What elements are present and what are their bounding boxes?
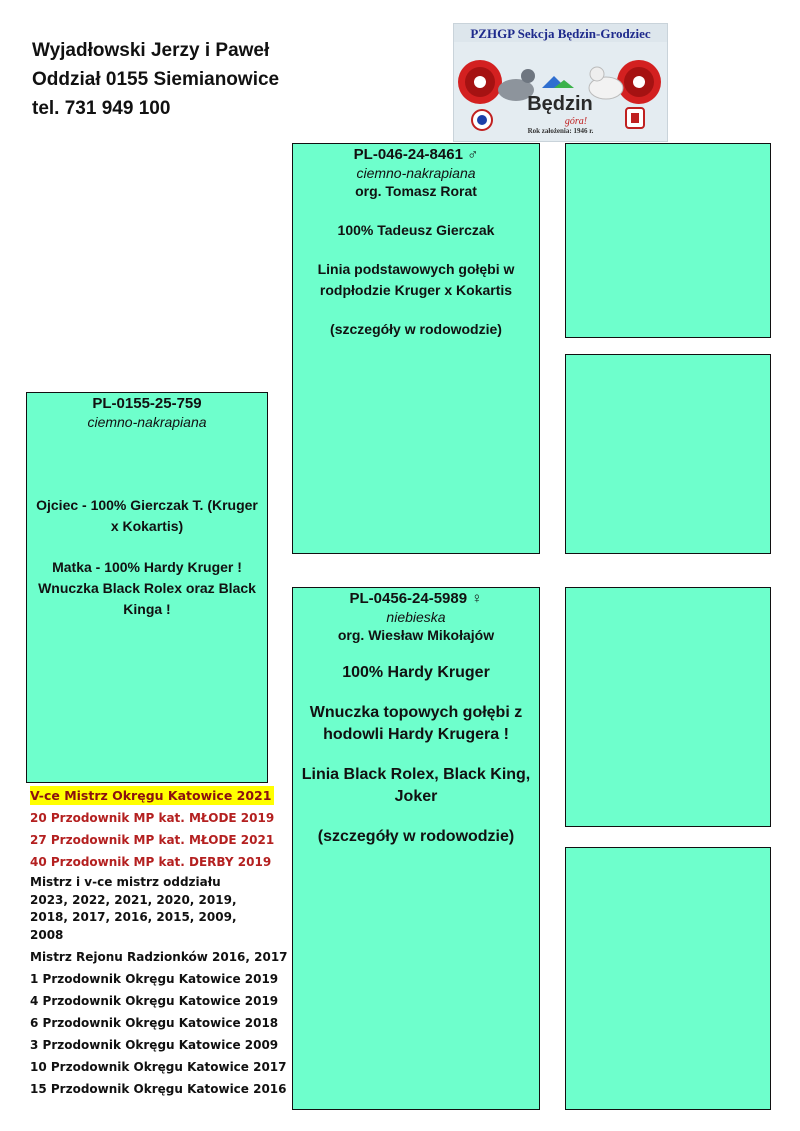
mother-ring: PL-0456-24-5989 ♀	[349, 590, 483, 607]
logo-founded: Rok założenia: 1946 r.	[527, 127, 594, 135]
grandparent-box-4	[565, 847, 771, 1110]
mother-line-4: (szczegóły w rodowodzie)	[317, 828, 515, 845]
club-championships: Mistrz i v-ce mistrz oddziału 2023, 2022, 2021, 2020, 2019, 2018, 2017, 2016, 2015, 2009, 2008	[30, 875, 237, 942]
mother-line-2: Wnuczka topowych gołębi z hodowli Hardy Krugera !	[309, 704, 523, 743]
mother-line-1: 100% Hardy Kruger	[342, 664, 490, 681]
club-logo	[453, 23, 668, 142]
main-color: ciemno-nakrapiana	[87, 414, 207, 430]
achievement-item: 10 Przodownik Okręgu Katowice 2017	[30, 1060, 287, 1074]
red-achievement: 20 Przodownik MP kat. MŁODE 2019	[30, 811, 275, 825]
achievement-item: 4 Przodownik Okręgu Katowice 2019	[30, 994, 279, 1008]
achievement-item: Mistrz Rejonu Radzionków 2016, 2017	[30, 950, 288, 964]
achievement-item: 3 Przodownik Okręgu Katowice 2009	[30, 1038, 279, 1052]
father-line-1: 100% Tadeusz Gierczak	[337, 222, 495, 238]
father-pigeon-box	[292, 143, 540, 554]
achievement-item: 6 Przodownik Okręgu Katowice 2018	[30, 1016, 279, 1030]
svg-text:góra!: góra!	[564, 116, 588, 127]
father-line-3: (szczegóły w rodowodzie)	[330, 321, 502, 337]
owner-phone: tel. 731 949 100	[32, 98, 171, 119]
father-line-2: Linia podstawowych gołębi w rodpłodzie Kruger x Kokartis	[317, 261, 515, 298]
mother-color: niebieska	[386, 609, 446, 625]
main-pigeon-box	[26, 392, 268, 783]
owner-name: Wyjadłowski Jerzy i Paweł	[32, 40, 270, 61]
main-mother: Matka - 100% Hardy Kruger ! Wnuczka Black Rolex oraz Black Kinga !	[38, 559, 256, 617]
owner-header	[32, 36, 279, 123]
red-achievement: 40 Przodownik MP kat. DERBY 2019	[30, 855, 272, 869]
main-ring: PL-0155-25-759	[92, 395, 202, 412]
highlight-achievement: V-ce Mistrz Okręgu Katowice 2021	[30, 786, 274, 805]
father-ring: PL-046-24-8461 ♂	[353, 146, 479, 163]
main-father: Ojciec - 100% Gierczak T. (Kruger x Kokartis)	[36, 497, 258, 534]
grandparent-box-1	[565, 143, 771, 338]
svg-text:Będzin: Będzin	[527, 93, 593, 115]
red-achievement: 27 Przodownik MP kat. MŁODE 2021	[30, 833, 275, 847]
grandparent-box-3	[565, 587, 771, 827]
father-org: org. Tomasz Rorat	[355, 183, 477, 199]
mother-org: org. Wiesław Mikołajów	[337, 627, 495, 643]
achievement-item: 1 Przodownik Okręgu Katowice 2019	[30, 972, 279, 986]
father-color: ciemno-nakrapiana	[356, 165, 476, 181]
grandparent-box-2	[565, 354, 771, 554]
logo-title: PZHGP Sekcja Będzin-Grodziec	[470, 26, 651, 41]
mother-pigeon-box	[292, 587, 540, 1110]
achievements-list	[30, 785, 288, 1100]
owner-branch: Oddział 0155 Siemianowice	[32, 69, 280, 90]
achievement-item: 15 Przodownik Okręgu Katowice 2016	[30, 1082, 287, 1096]
mother-line-3: Linia Black Rolex, Black King, Joker	[301, 766, 531, 805]
